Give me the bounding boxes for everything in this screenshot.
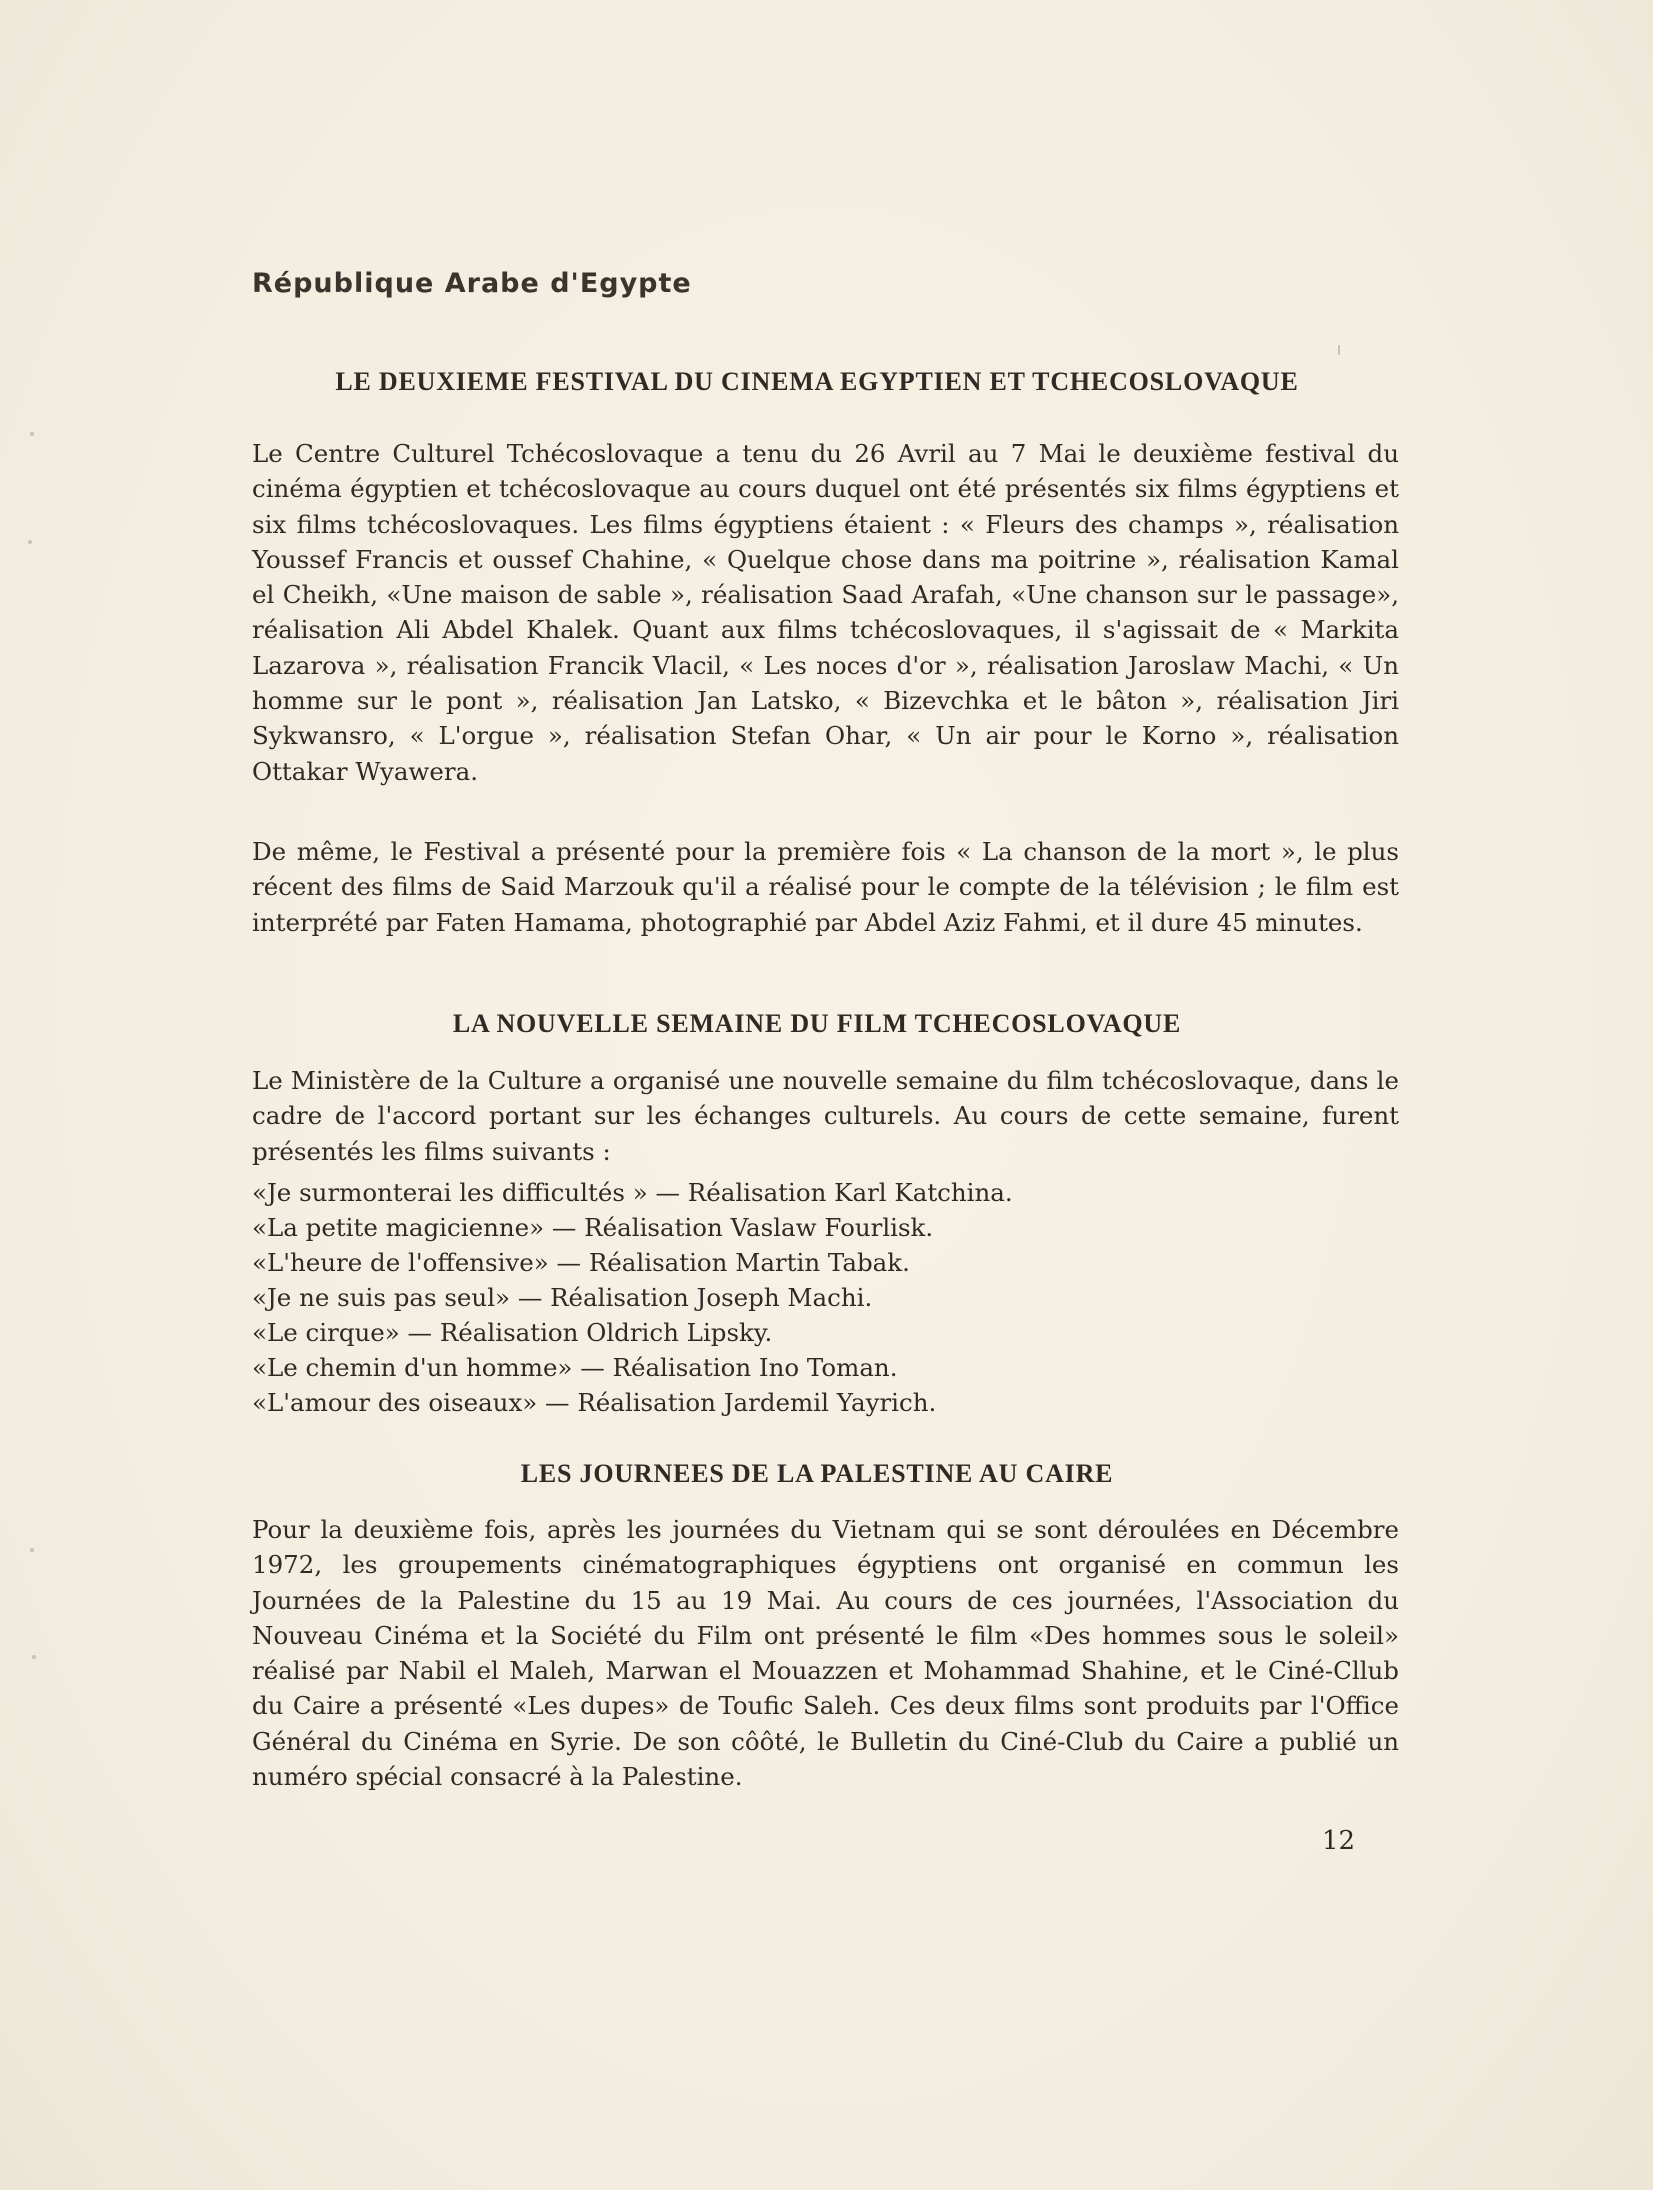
section-title-festival: LE DEUXIEME FESTIVAL DU CINEMA EGYPTIEN ET TCHECOSLOVAQUE [335, 367, 1299, 396]
section-title-palestine: LES JOURNEES DE LA PALESTINE AU CAIRE [520, 1459, 1114, 1488]
section-title-semaine: LA NOUVELLE SEMAINE DU FILM TCHECOSLOVAQUE [452, 1009, 1182, 1038]
page-number: 12 [1322, 1826, 1356, 1856]
paper-speck [30, 1548, 34, 1552]
list-item: «L'heure de l'offensive» — Réalisation Martin Tabak. [252, 1248, 910, 1277]
paragraph-festival-television: De même, le Festival a présenté pour la première fois « La chanson de la mort », le plus récent des films de Said Marzouk qu'il a réalisé pour le compte de la télévision ; le film est interprété par Faten Hamama, photographié par Abdel Aziz Fahmi, et il dure 45 minutes. [252, 837, 1399, 937]
list-item: «La petite magicienne» — Réalisation Vaslaw Fourlisk. [252, 1213, 934, 1242]
list-item: «Le cirque» — Réalisation Oldrich Lipsky. [252, 1318, 773, 1347]
paper-speck [1338, 345, 1340, 355]
country-header: République Arabe d'Egypte [252, 268, 692, 299]
list-item: «L'amour des oiseaux» — Réalisation Jardemil Yayrich. [252, 1388, 937, 1417]
list-item: «Je surmonterai les difficultés » — Réalisation Karl Katchina. [252, 1178, 1013, 1207]
film-list [252, 1175, 1399, 1420]
paragraph-palestine: Pour la deuxième fois, après les journées du Vietnam qui se sont déroulées en Décembre 1972, les groupements cinématographiques égyptiens ont organisé en commun les Journées de la Palestine du 15 au 19 Mai. Au cours de ces journées, l'Association du Nouveau Cinéma et la Société du Film ont présenté le film «Des hommes sous le soleil» réalisé par Nabil el Maleh, Marwan el Mouazzen et Mohammad Shahine, et le Ciné-Cllub du Caire a présenté «Les dupes» de Toufic Saleh. Ces deux films sont produits par l'Office Général du Cinéma en Syrie. De son côôté, le Bulletin du Ciné-Club du Caire a publié un numéro spécial consacré à la Palestine. [252, 1515, 1399, 1792]
paper-speck [28, 540, 32, 544]
list-item: «Le chemin d'un homme» — Réalisation Ino Toman. [252, 1353, 898, 1382]
paragraph-semaine-intro: Le Ministère de la Culture a organisé une nouvelle semaine du film tchécoslovaque, dans le cadre de l'accord portant sur les échanges culturels. Au cours de cette semaine, furent présentés les films suivants : [252, 1066, 1399, 1166]
paper-speck [32, 1655, 36, 1659]
list-item: «Je ne suis pas seul» — Réalisation Joseph Machi. [252, 1283, 873, 1312]
paper-speck [30, 432, 34, 436]
paragraph-festival-films: Le Centre Culturel Tchécoslovaque a tenu du 26 Avril au 7 Mai le deuxième festival du cinéma égyptien et tchécoslovaque au cours duquel ont été présentés six films égyptiens et six films tchécoslovaques. Les films égyptiens étaient : « Fleurs des champs », réalisation Youssef Francis et oussef Chahine, « Quelque chose dans ma poitrine », réalisation Kamal el Cheikh, «Une maison de sable », réalisation Saad Arafah, «Une chanson sur le passage», réalisation Ali Abdel Khalek. Quant aux films tchécoslovaques, il s'agissait de « Markita Lazarova », réalisation Francik Vlacil, « Les noces d'or », réalisation Jaroslaw Machi, « Un homme sur le pont », réalisation Jan Latsko, « Bizevchka et le bâton », réalisation Jiri Sykwansro, « L'orgue », réalisation Stefan Ohar, « Un air pour le Korno », réalisation Ottakar Wyawera. [252, 439, 1399, 786]
